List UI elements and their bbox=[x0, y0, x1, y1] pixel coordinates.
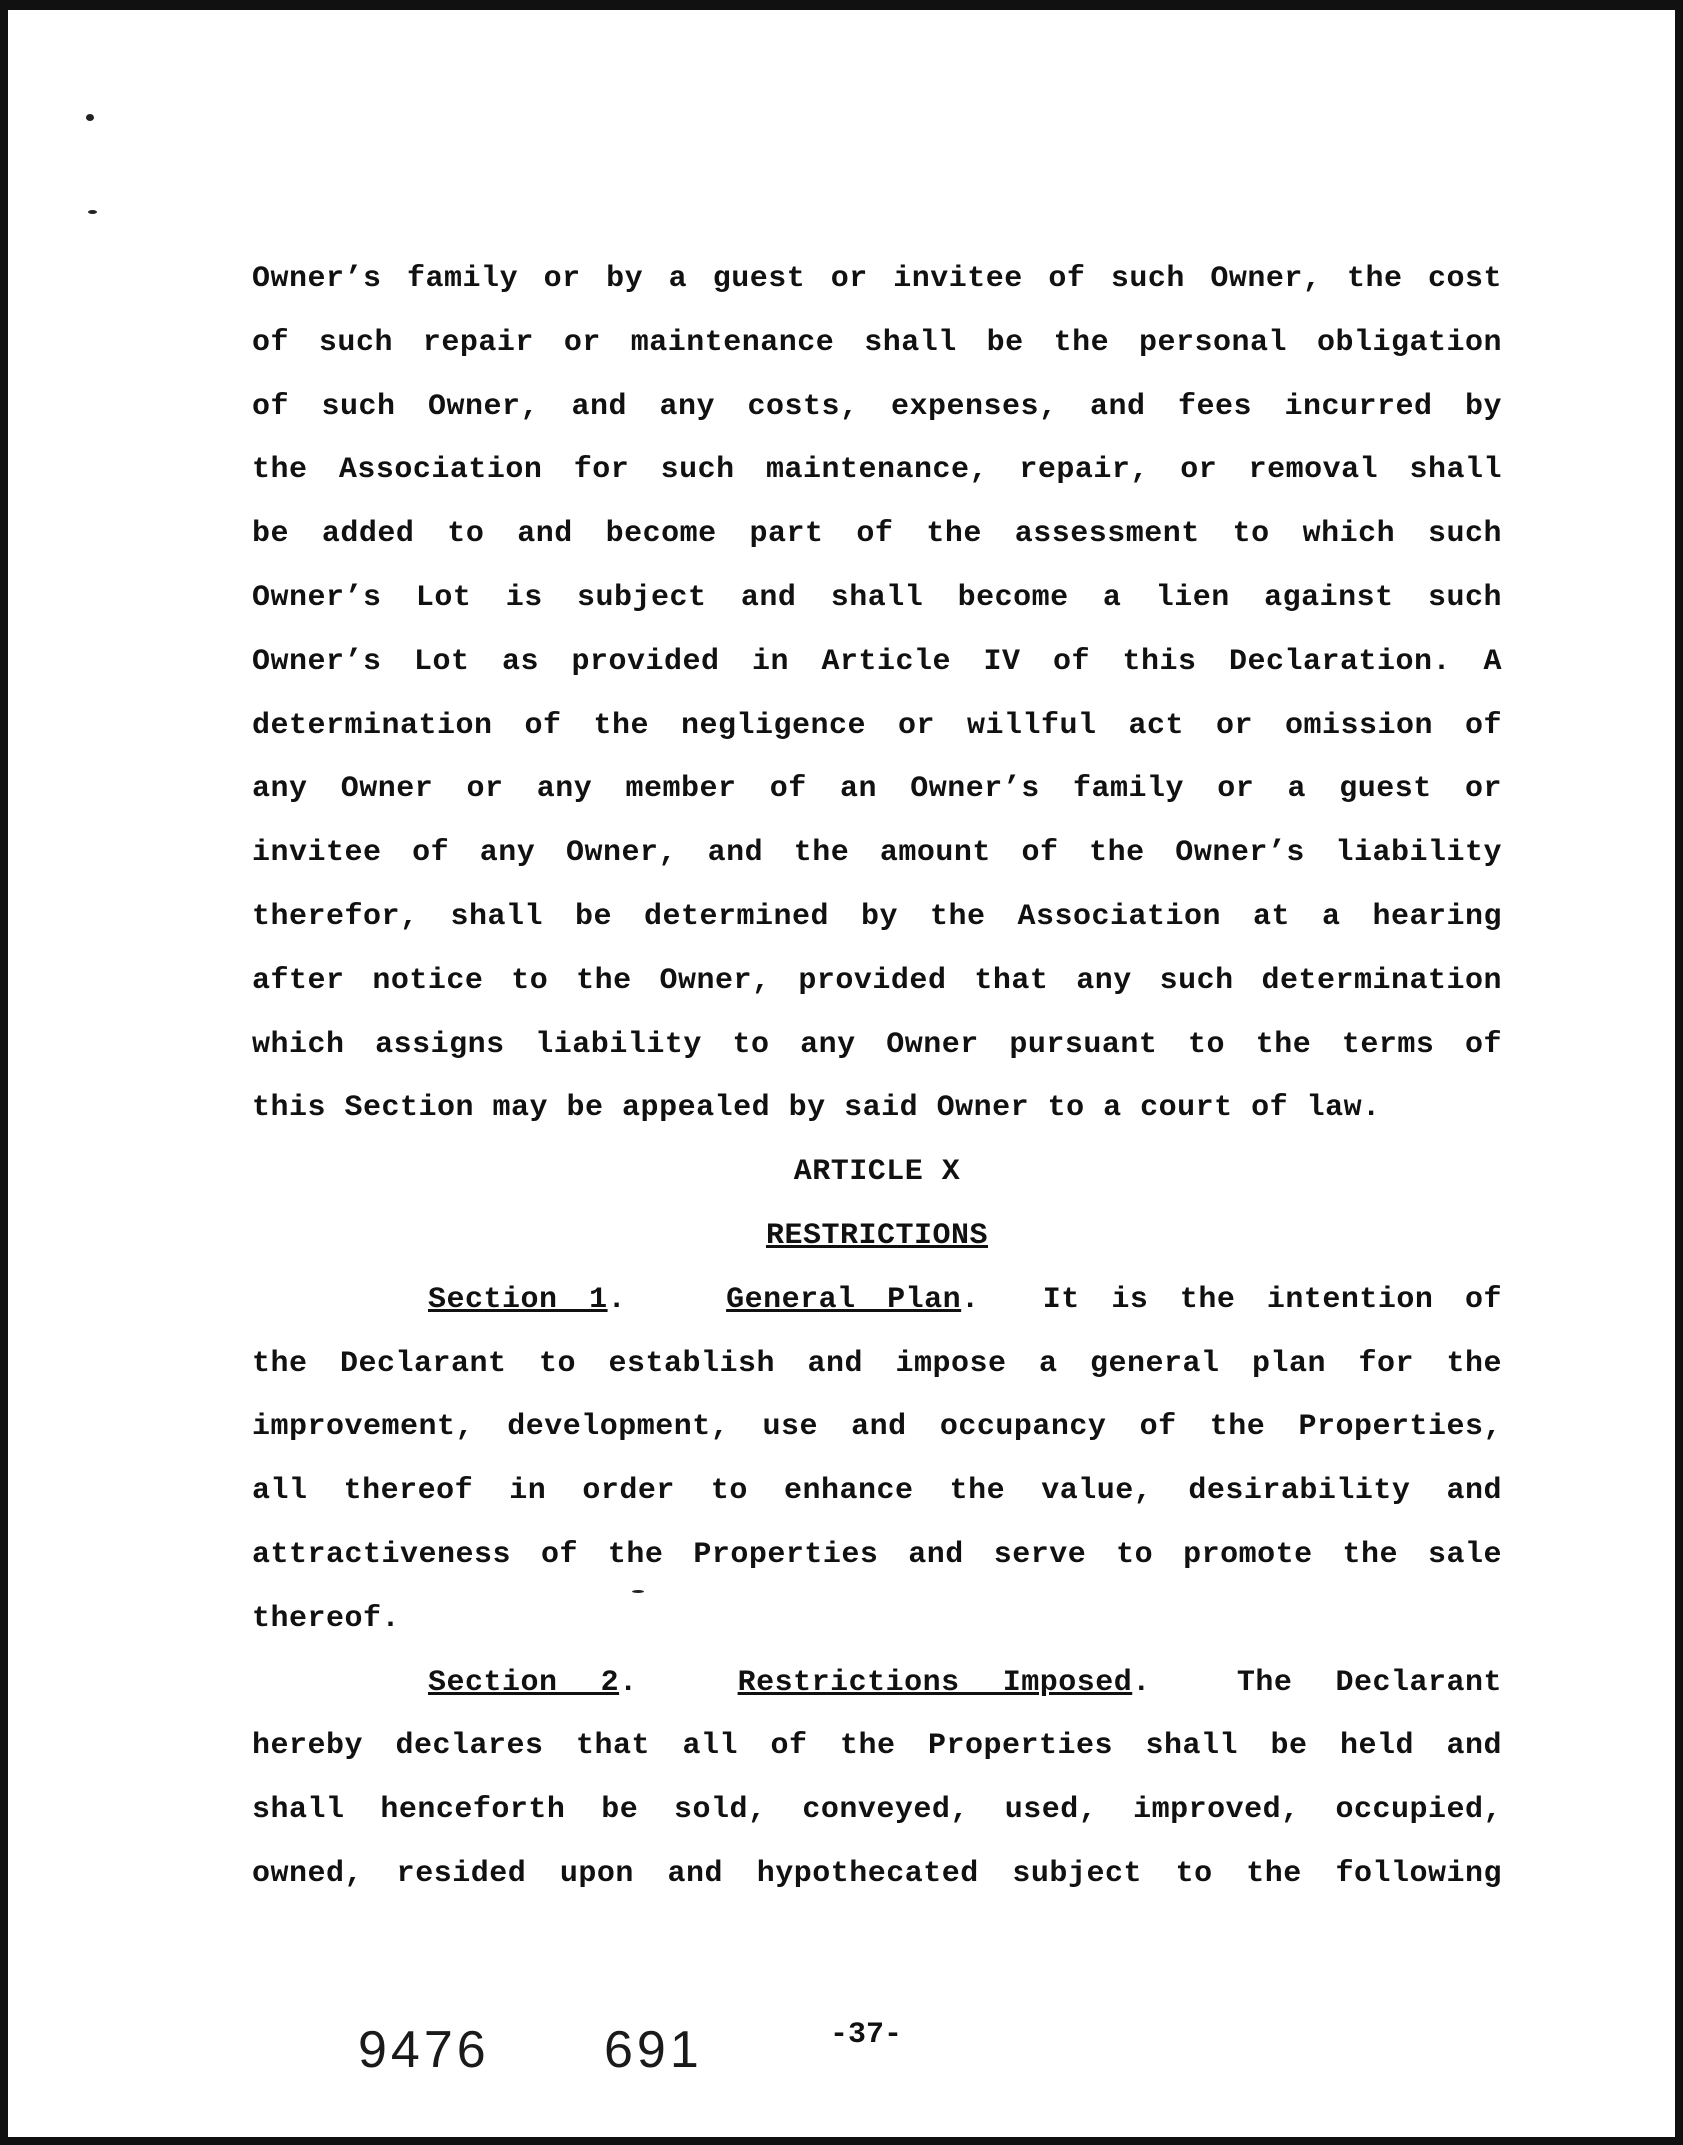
body-line: all thereof in order to enhance the value, desirability and bbox=[252, 1474, 1502, 1509]
body-line: Owner’s family or by a guest or invitee of such Owner, the cost bbox=[252, 262, 1502, 296]
body-line: thereof. bbox=[252, 1601, 401, 1636]
body-line: the Declarant to establish and impose a general plan for the bbox=[252, 1346, 1502, 1381]
section-2-title: Restrictions Imposed bbox=[737, 1665, 1133, 1700]
body-line: after notice to the Owner, provided that any such determination bbox=[252, 963, 1502, 998]
section-1-title: General Plan bbox=[726, 1282, 962, 1317]
section-2-heading-line: Section 2. Restrictions Imposed. The Declarant bbox=[428, 1665, 1502, 1700]
section-1-label: Section 1 bbox=[428, 1282, 608, 1317]
body-line: shall henceforth be sold, conveyed, used, improved, occupied, bbox=[252, 1793, 1502, 1828]
body-line: this Section may be appealed by said Owner to a court of law. bbox=[252, 1091, 1381, 1126]
body-line: of such Owner, and any costs, expenses, and fees incurred by bbox=[252, 389, 1502, 424]
stamp-number-right: 691 bbox=[604, 2021, 703, 2079]
article-heading: ARTICLE X bbox=[793, 1155, 961, 1190]
document-body bbox=[252, 248, 1502, 1907]
body-line: any Owner or any member of an Owner’s family or a guest or bbox=[252, 772, 1502, 807]
body-line: improvement, development, use and occupancy of the Properties, bbox=[252, 1410, 1502, 1445]
article-title: RESTRICTIONS bbox=[765, 1218, 989, 1253]
body-line: hereby declares that all of the Properties shall be held and bbox=[252, 1729, 1502, 1764]
body-line: of such repair or maintenance shall be the personal obligation bbox=[252, 325, 1502, 360]
body-line: therefor, shall be determined by the Association at a hearing bbox=[252, 899, 1502, 934]
section-2-label: Section 2 bbox=[428, 1665, 620, 1700]
body-line: Owner’s Lot is subject and shall become a lien against such bbox=[252, 580, 1502, 615]
scan-speck bbox=[86, 114, 94, 121]
body-line: which assigns liability to any Owner pursuant to the terms of bbox=[252, 1027, 1502, 1062]
body-line: determination of the negligence or willful act or omission of bbox=[252, 708, 1502, 743]
scan-speck bbox=[88, 210, 97, 214]
body-line: invitee of any Owner, and the amount of the Owner’s liability bbox=[252, 836, 1502, 871]
section-1-heading-line: Section 1. General Plan. It is the intention of bbox=[428, 1282, 1502, 1317]
article-title-line bbox=[252, 1205, 1502, 1269]
body-line: owned, resided upon and hypothecated subject to the following bbox=[252, 1856, 1502, 1891]
body-line: the Association for such maintenance, repair, or removal shall bbox=[252, 453, 1502, 488]
page-number: -37- bbox=[830, 2018, 903, 2052]
stamp-number-left: 9476 bbox=[358, 2021, 490, 2079]
body-line: attractiveness of the Properties and serve to promote the sale bbox=[252, 1537, 1502, 1572]
section-1-first-line-text: It is the intention of bbox=[1042, 1282, 1502, 1317]
body-line: be added to and become part of the assessment to which such bbox=[252, 517, 1502, 552]
body-line: Owner’s Lot as provided in Article IV of this Declaration. A bbox=[252, 644, 1502, 679]
section-2-first-line-text: The Declarant bbox=[1236, 1665, 1502, 1700]
